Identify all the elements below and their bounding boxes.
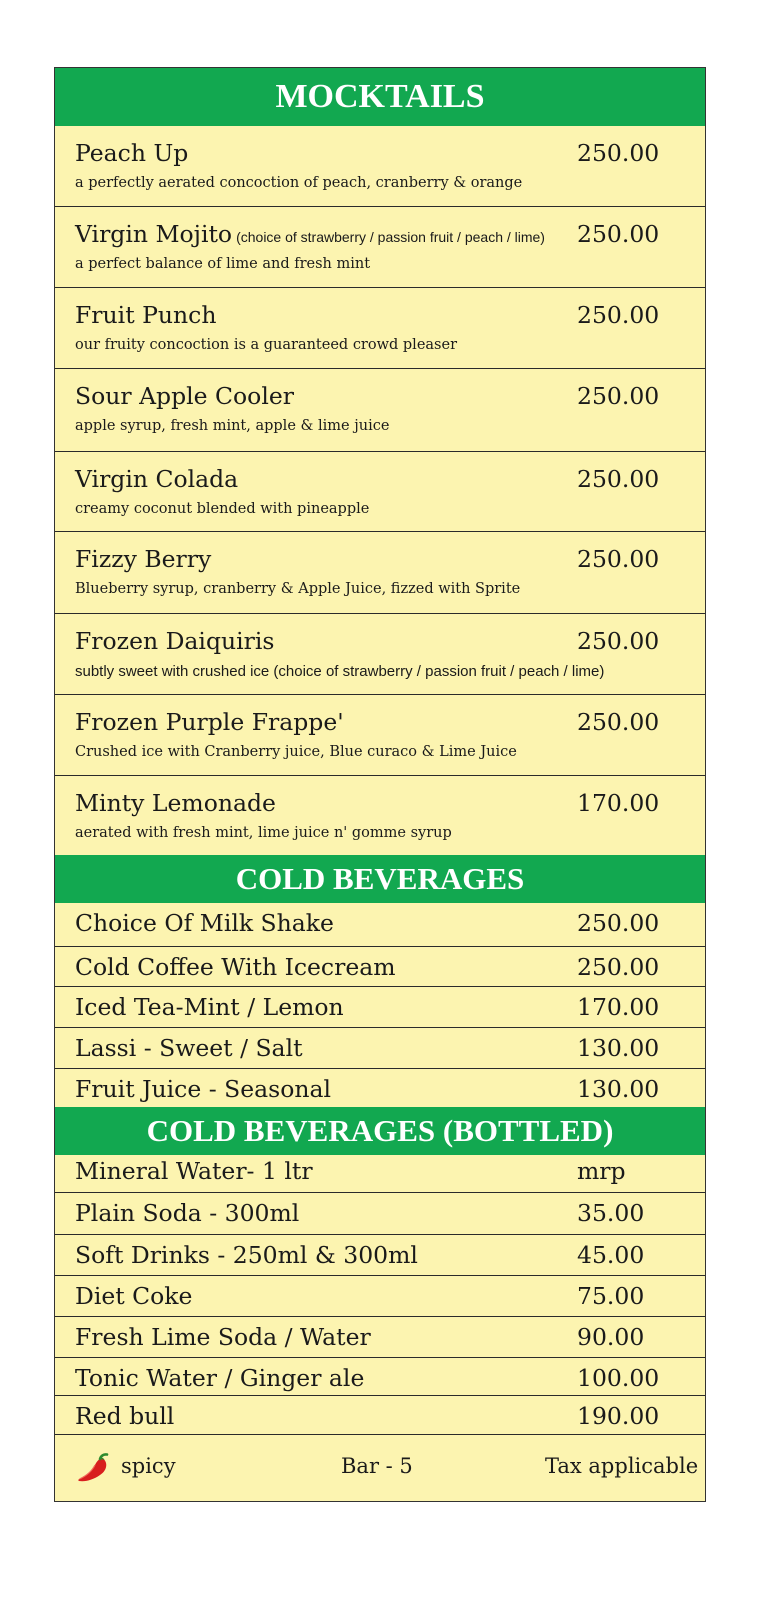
- menu-item: [55, 1358, 705, 1396]
- menu-item: [55, 1276, 705, 1317]
- item-price: 75.00: [577, 1282, 645, 1310]
- menu-item: [55, 987, 705, 1028]
- spicy-label: spicy: [121, 1454, 176, 1478]
- menu-item: [55, 695, 705, 776]
- item-price: 250.00: [577, 545, 660, 573]
- item-name: Peach Up: [75, 139, 189, 167]
- item-description: subtly sweet with crushed ice (choice of strawberry / passion fruit / peach / lime): [75, 663, 605, 680]
- menu-item: [55, 369, 705, 452]
- item-name: Soft Drinks - 250ml & 300ml: [75, 1241, 418, 1269]
- item-description: aerated with fresh mint, lime juice n' gomme syrup: [75, 825, 452, 841]
- item-name: Minty Lemonade: [75, 789, 276, 817]
- menu-item: [55, 288, 705, 369]
- menu-item: [55, 1396, 705, 1435]
- section-header-mocktails: MOCKTAILS: [55, 68, 705, 126]
- tax-label: Tax applicable: [545, 1454, 699, 1478]
- item-price: 170.00: [577, 789, 660, 817]
- item-price: 170.00: [577, 993, 660, 1021]
- item-name: Fresh Lime Soda / Water: [75, 1323, 371, 1351]
- menu-item: [55, 903, 705, 947]
- item-price: 250.00: [577, 139, 660, 167]
- item-description: Crushed ice with Cranberry juice, Blue curaco & Lime Juice: [75, 744, 517, 760]
- item-price: 90.00: [577, 1323, 645, 1351]
- item-name: Mineral Water- 1 ltr: [75, 1157, 313, 1185]
- item-price: 45.00: [577, 1241, 645, 1269]
- menu-item: [55, 452, 705, 532]
- item-description: a perfect balance of lime and fresh mint: [75, 256, 371, 272]
- item-description: Blueberry syrup, cranberry & Apple Juice, fizzed with Sprite: [75, 581, 521, 597]
- menu-item: [55, 207, 705, 288]
- item-name: Red bull: [75, 1402, 175, 1430]
- item-price: 250.00: [577, 953, 660, 981]
- menu-item: [55, 1028, 705, 1069]
- menu-item: [55, 1193, 705, 1235]
- item-price: 250.00: [577, 382, 660, 410]
- menu-item: [55, 1155, 705, 1193]
- item-name: Fruit Punch: [75, 301, 217, 329]
- item-note: (choice of strawberry / passion fruit / peach / lime): [236, 229, 545, 245]
- section-header-cold-beverages: COLD BEVERAGES: [55, 855, 705, 903]
- item-name: Fizzy Berry: [75, 545, 212, 573]
- menu-item: [55, 947, 705, 987]
- item-name: Fruit Juice - Seasonal: [75, 1075, 332, 1103]
- menu-item: [55, 776, 705, 855]
- chili-pepper-icon: [75, 1451, 111, 1487]
- item-price: 100.00: [577, 1364, 660, 1392]
- item-price: 35.00: [577, 1199, 645, 1227]
- item-price: 250.00: [577, 708, 660, 736]
- item-name: Choice Of Milk Shake: [75, 909, 334, 937]
- item-name: Diet Coke: [75, 1282, 193, 1310]
- page-label: Bar - 5: [341, 1454, 413, 1478]
- item-name: Sour Apple Cooler: [75, 382, 294, 410]
- item-name: Tonic Water / Ginger ale: [75, 1364, 365, 1392]
- menu-item: [55, 126, 705, 207]
- item-name: Frozen Purple Frappe': [75, 708, 344, 736]
- item-name: Virgin Colada: [75, 465, 239, 493]
- item-price: 250.00: [577, 301, 660, 329]
- menu-footer: [55, 1435, 705, 1501]
- menu-item: [55, 614, 705, 695]
- item-name: Lassi - Sweet / Salt: [75, 1034, 303, 1062]
- item-name: Iced Tea-Mint / Lemon: [75, 993, 344, 1021]
- item-name: Plain Soda - 300ml: [75, 1199, 300, 1227]
- section-header-bottled: COLD BEVERAGES (BOTTLED): [55, 1107, 705, 1155]
- item-price: 130.00: [577, 1075, 660, 1103]
- item-name: Virgin Mojito (choice of strawberry / passion fruit / peach / lime): [75, 220, 545, 248]
- item-price: 190.00: [577, 1402, 660, 1430]
- menu-card: [54, 67, 706, 1502]
- menu-item: [55, 532, 705, 614]
- item-name: Frozen Daiquiris: [75, 627, 275, 655]
- menu-item: [55, 1317, 705, 1358]
- item-price: 250.00: [577, 627, 660, 655]
- item-name: Cold Coffee With Icecream: [75, 953, 396, 981]
- menu-item: [55, 1235, 705, 1276]
- item-price: 250.00: [577, 220, 660, 248]
- item-price: 250.00: [577, 465, 660, 493]
- item-description: creamy coconut blended with pineapple: [75, 501, 370, 517]
- item-description: a perfectly aerated concoction of peach, cranberry & orange: [75, 175, 523, 191]
- item-price: 130.00: [577, 1034, 660, 1062]
- item-price: mrp: [577, 1157, 626, 1185]
- item-description: our fruity concoction is a guaranteed crowd pleaser: [75, 337, 457, 353]
- item-price: 250.00: [577, 909, 660, 937]
- item-description: apple syrup, fresh mint, apple & lime juice: [75, 418, 390, 434]
- menu-item: [55, 1069, 705, 1107]
